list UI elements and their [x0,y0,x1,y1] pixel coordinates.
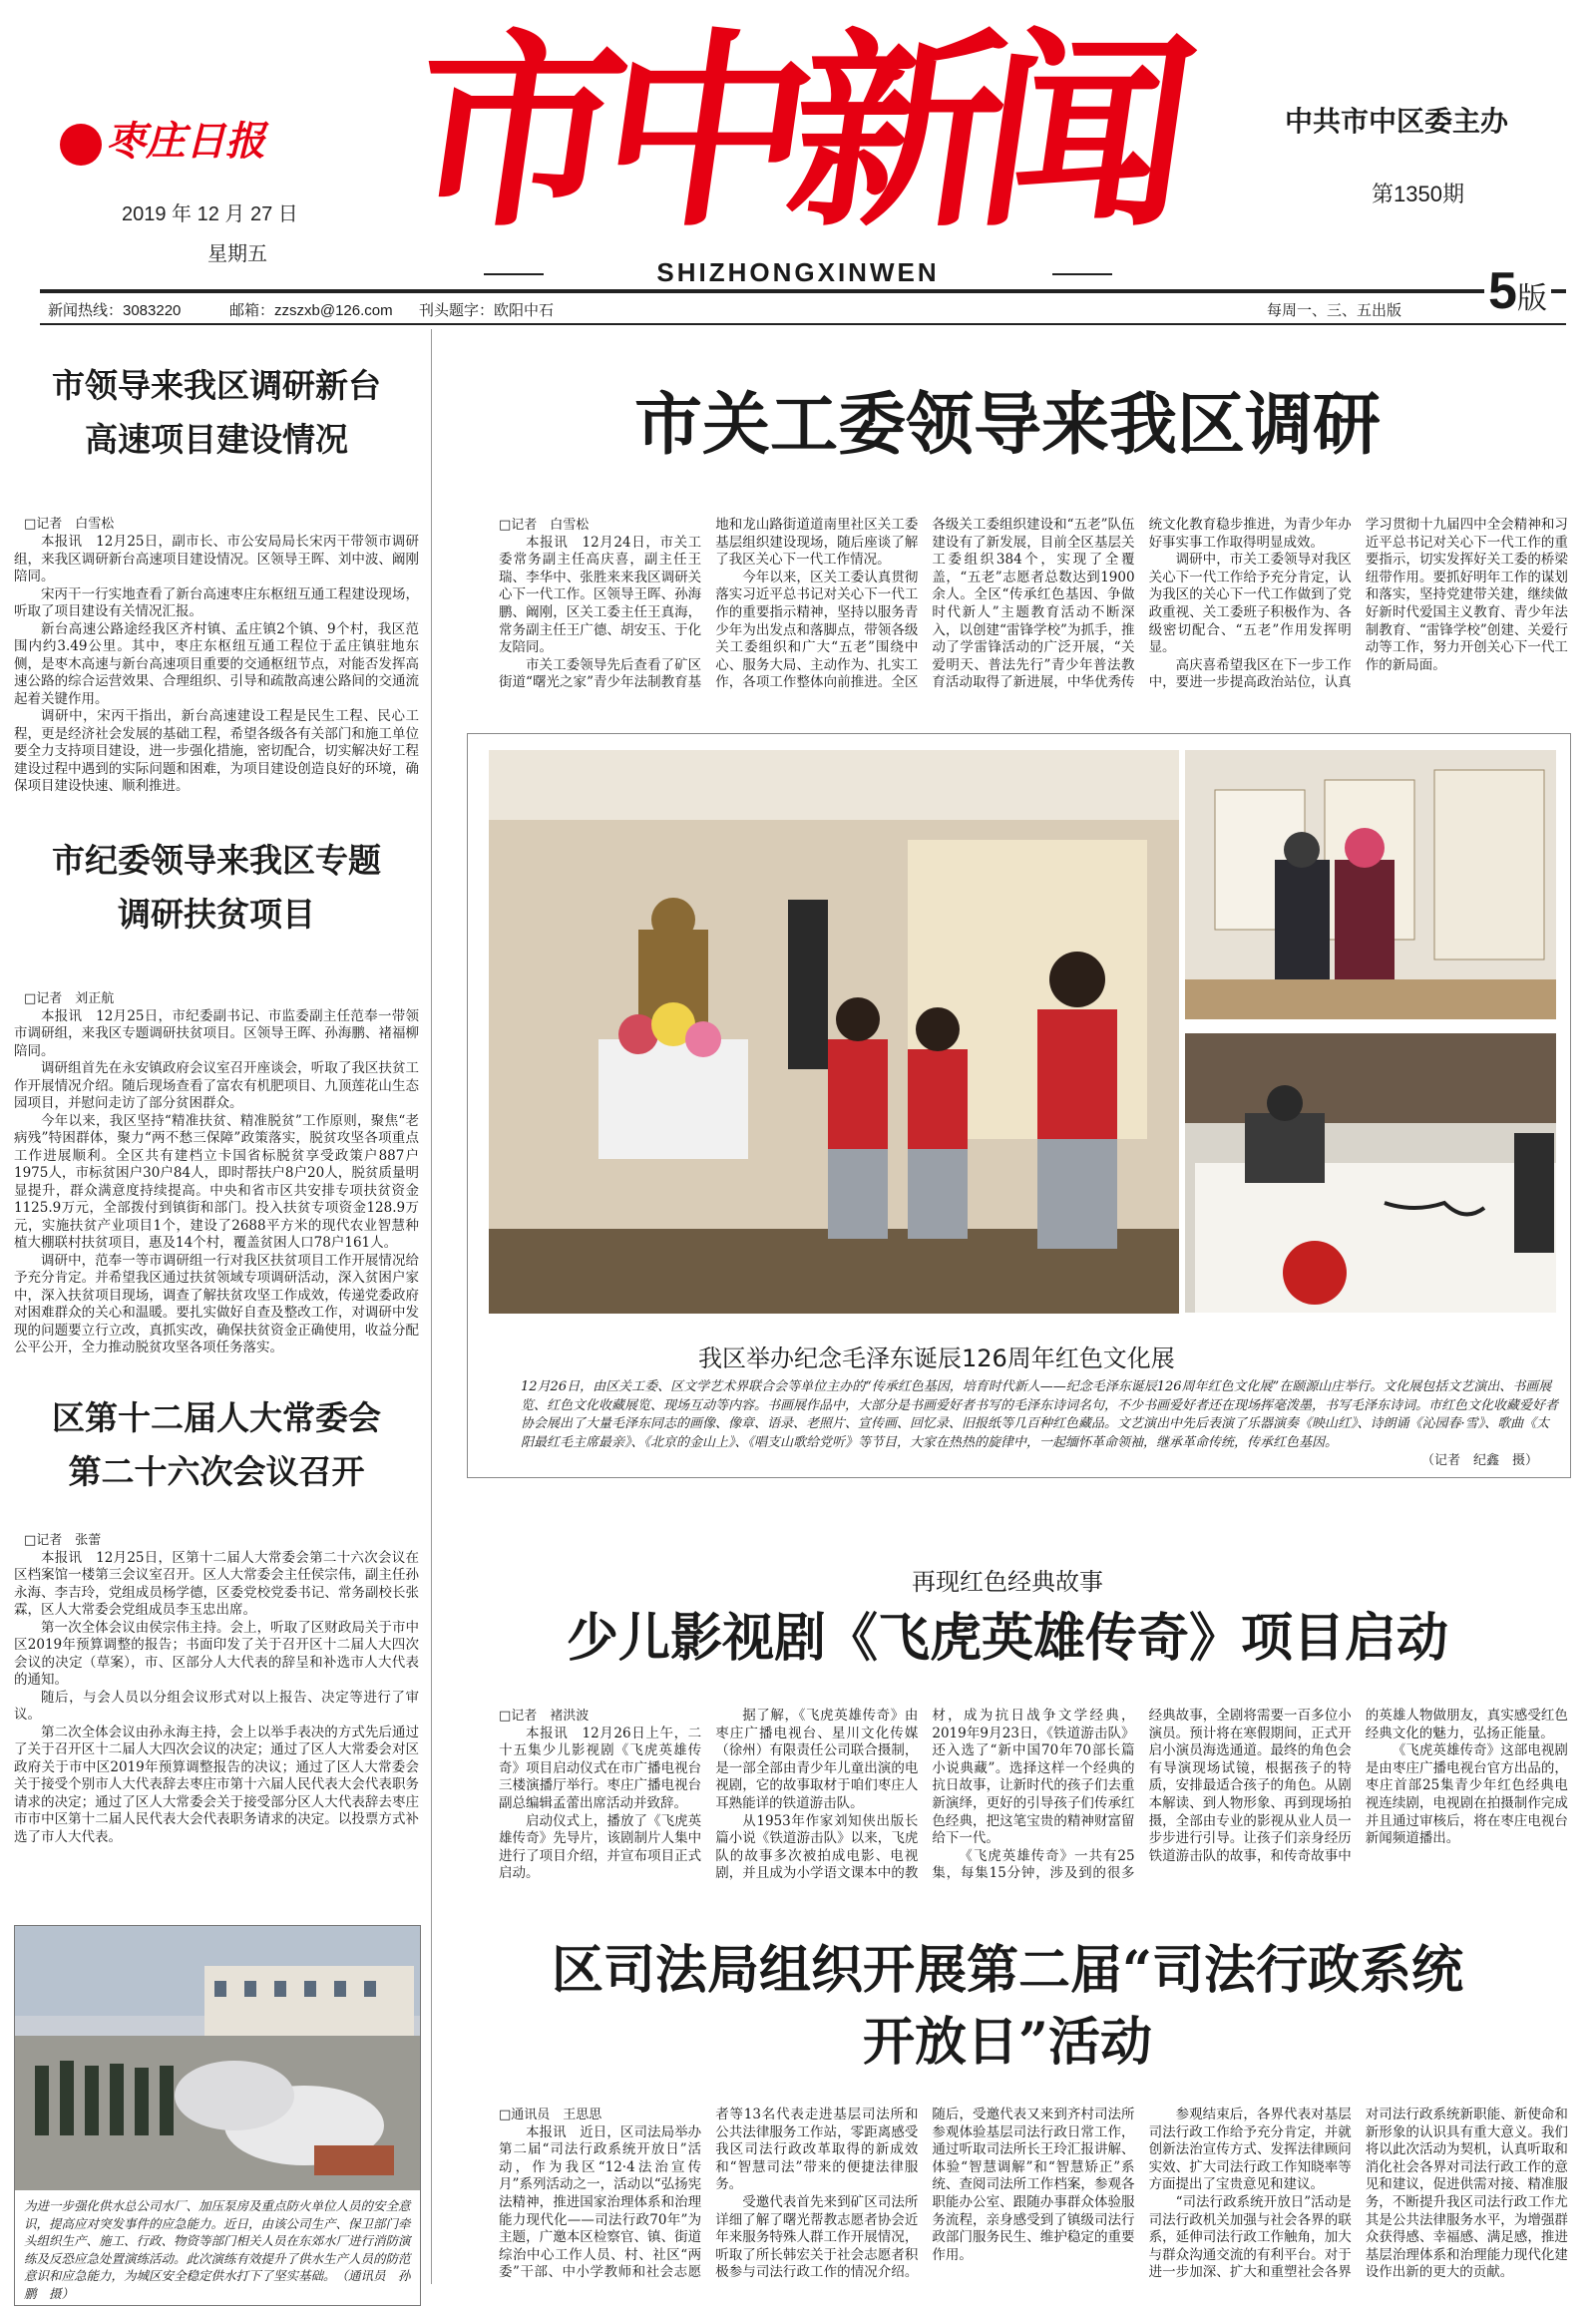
film-article-body [499,1708,1568,1887]
photo-story-caption [521,1378,1558,1471]
page-unit: 版 [1516,282,1547,315]
hotline: 新闻热线：3083220 [48,302,182,319]
paragraph: 启动仪式上，播放了《飞虎英雄传奇》先导片，该剧制片人集中进行了项目介绍，并宣布项目正式启动。 [499,1812,702,1882]
justice-headline [449,1935,1566,2079]
article-byline: □记者 白雪松 [24,517,115,532]
paragraph: 据了解，《飞虎英雄传奇》由枣庄广播电视台、星川文化传媒（徐州）有限责任公司联合摄制，是一部全部由青少年儿童出演的电视剧，它的故事取材于咱们枣庄人耳熟能详的铁道游击队。 [715,1708,919,1811]
film-kicker: 再现红色经典故事 [912,1568,1103,1596]
title-inscription: 刊头题字：欧阳中石 [419,302,555,319]
fire-drill-image [15,1926,420,2190]
paragraph: 第二次全体会议由孙永海主持，会上以举手表决的方式先后通过了关于召开区十二届人大四次会议的决定；通过了区人大常委会对区政府关于市中区2019年预算调整报告的决议；通过了区人大常委会关于接受个别市人大代表辞去枣庄市第十六届人民代表大会代表职务请求的决定；通过了区人大常委会关于接受部分区人大代表辞去枣庄市市中区第十二届人民代表大会代表职务请求的决定。以投票方式补选了市人大代表。 [14,1724,419,1845]
paragraph: 调研中，范奉一等市调研组一行对我区扶贫项目工作开展情况给予充分肯定。并希望我区通过扶贫领域专项调研活动，深入贫困户家中，深入扶贫项目现场，调查了解扶贫攻坚工作成效，传递党委政府对困难群众的关心和温暖。要扎实做好自查及整改工作，对调研中发现的问题要立行立改，真抓实改，确保扶贫资金正确使用，收益分配公平公开，全力推动脱贫攻坚各项任务落实。 [14,1252,419,1355]
paper-name: 枣庄日报 [106,118,265,165]
calligraphy-photo [1185,1033,1556,1313]
paper-logo-icon [60,124,102,166]
paragraph: 新台高速公路途经我区齐村镇、孟庄镇2个镇、9个村，我区范围内约3.49公里。其中，枣庄东枢纽互通工程位于孟庄镇驻地东侧，是枣木高速与新台高速项目重要的交通枢纽节点，对能否发挥高速公路的综合运营效果、合理组织、引导和疏散高速公路间的交通流起着关键作用。 [14,620,419,707]
issue-number: 第1350期 [1372,182,1464,206]
page-number [1484,261,1551,321]
article-byline: □记者 白雪松 [499,518,590,533]
justice-article-body [499,2107,1568,2306]
article-title: 区第十二届人大常委会第二十六次会议召开 [52,1397,381,1491]
article-title: 市纪委领导来我区专题调研扶贫项目 [52,840,381,934]
students-salute-image [489,750,1179,1314]
paragraph: 今年以来，区关工委认真贯彻落实习近平总书记对关心下一代工作的重要指示精神，坚持以服务青少年为出发点和落脚点，带领各级关工委组织和广大“五老”围绕中心、服务大局、主动作为、扎实工作，各项工作整体向前推进。全区各级关工委组织建设和“五老”队伍建设有了新发展，目前全区基层关工委组织384个，实现了全覆盖，“五老”志愿者总数达到1900余人。全区“传承红色基因、争做时代新人”主题教育活动不断深入，以创建“雷锋学校”为抓手，推动了学雷锋活动的广泛开展，“关爱明天、普法先行”青少年普法教育活动取得了新进展，中华优秀传统文化教育稳步推进，为青少年办好事实事工作取得明显成效。 [715,517,1352,691]
fire-drill-caption: 为进一步强化供水总公司水厂、加压泵房及重点防火单位人员的安全意识，提高应对突发事件的应急能力。近日，由该公司生产、保卫部门牵头组织生产、施工、行政、物资等部门相关人员在东郊水厂进行消防演练及反恐应急处置演练活动。此次演练有效提升了供水生产人员的防范意识和应急能力，为城区安全稳定供水打下了坚实基础。 （通讯员 孙鹏 摄） [24,2198,411,2301]
info-bar [40,289,1566,325]
paragraph: 本报讯 12月25日，区第十二届人大常委会第二十六次会议在区档案馆一楼第三会议室召开。区人大常委会主任侯宗伟，副主任孙永海、李吉玲，党组成员杨学德，区委党校党委书记、常务副校长张霖，区人大常委会党组成员李玉忠出席。 [14,1549,419,1618]
paragraph: “司法行政系统开放日”活动是司法行政机关加强与社会各界的联系，延伸司法行政工作触角，加大与群众沟通交流的有利平台。对于进一步加深、扩大和重塑社会各界对司法行政系统新职能、新使命和新形象的认识具有重大意义。我们将以此次活动为契机，认真听取和消化社会各界对司法行政工作的意见和建议，促进供需对接、精准服务，不断提升我区司法行政工作尤其是公共法律服务水平，为增强群众获得感、幸福感、满足感，推进基层治理体系和治理能力现代化建设作出新的更大的贡献。 [1148,2107,1568,2281]
paragraph: 调研中，宋丙干指出，新台高速建设工程是民生工程、民心工程，更是经济社会发展的基础工程，希望各级各有关部门和施工单位要全力支持项目建设，进一步强化措施，密切配合，切实解决好工程建设过程中遇到的实际问题和困难，为项目建设创造良好的环境，确保项目建设快速、顺利推进。 [14,708,419,794]
paragraph: 受邀代表首先来到矿区司法所详细了解了曙光帮教志愿者协会近年来服务特殊人群工作开展情况，听取了所长韩宏关于社会志愿者积极参与司法行政工作的情况介绍。随后，受邀代表又来到齐村司法所参观体验基层司法行政日常工作，通过听取司法所长王玲汇报讲解、体验“智慧调解”和“智慧矫正”系统、查阅司法所工作档案，参观各职能办公室、跟随办事群众体验服务流程，亲身感受到了镇级司法行政部门服务民生、维护稳定的重要作用。 [715,2107,1135,2281]
exhibition-viewers-image [1185,750,1556,1019]
paragraph: 随后，与会人员以分组会议形式对以上报告、决定等进行了审议。 [14,1689,419,1723]
paragraph: 调研组首先在永安镇政府会议室召开座谈会，听取了我区扶贫工作开展情况介绍。随后现场查看了富农有机肥项目、九顶莲花山生态园项目，并慰问走访了部分贫困群众。 [14,1060,419,1111]
justice-headline-line2: 开放日”活动 [863,2012,1152,2073]
paper-logo [60,110,265,167]
main-article-body [499,517,1568,726]
paragraph: 本报讯 近日，区司法局举办第二届“司法行政系统开放日”活动，作为我区“12·4法治宣传月”系列活动之一，活动以“弘扬宪法精神，推进国家治理体系和治理能力现代化——司法行政70年”为主题，广邀本区检察官、镇、街道综治中心工作人员、村、社区“两委”干部、中小学教师和社会志愿者等13名代表走进基层司法所和公共法律服务工作站，零距离感受我区司法行政改革取得的新成效和“智慧司法”带来的便捷法律服务。 [499,2107,919,2281]
paragraph: 本报讯 12月26日上午，二十五集少儿影视剧《飞虎英雄传奇》项目启动仪式在市广播电视台三楼演播厅举行。枣庄广播电视台副总编辑孟蕾出席活动并致辞。 [499,1725,702,1811]
column-divider [431,329,432,2284]
film-headline: 少儿影视剧《飞虎英雄传奇》项目启动 [566,1608,1448,1669]
paragraph: 第一次全体会议由侯宗伟主持。会上，听取了区财政局关于市中区2019年预算调整的报告；书面印发了关于召开区十二届人大四次会议的决定（草案），市、区部分人大代表的辞呈和补选市人大代表的通知。 [14,1619,419,1688]
article-body [14,1008,419,1357]
paragraph: 本报讯 12月25日，市纪委副书记、市监委副主任范奉一带领市调研组，来我区专题调研扶贫项目。区领导王晖、孙海鹏、褚福柳陪同。 [14,1007,419,1059]
paragraph: 《飞虎英雄传奇》一共有25集，每集15分钟，涉及到的很多经典故事，全剧将需要一百多位小演员。预计将在寒假期间，正式开启小演员海选通道。最终的角色会有导演现场试镜，根据孩子的特质，安排最适合孩子的角色。从剧本解读、到人物形象、再到现场拍摄，全部由专业的影视从业人员一步步进行引导。让孩子们亲身经历铁道游击队的故事，和传奇故事中的英雄人物做朋友，真实感受红色经典文化的魅力，弘扬正能量。 [932,1708,1568,1882]
sponsor: 中共市中区委主办 [1285,105,1509,138]
article-body [14,1550,419,1847]
article-byline: □记者 褚洪波 [499,1709,590,1724]
article-body [14,534,419,796]
schedule: 每周一、三、五出版 [1267,302,1402,319]
photo-story-title: 我区举办纪念毛泽东诞辰126周年红色文化展 [698,1345,1175,1372]
exhibition-viewers-photo [1185,750,1556,1019]
issue-weekday: 星期五 [207,243,267,265]
left-column [14,329,419,1846]
paragraph: 调研中，市关工委领导对我区关心下一代工作给予充分肯定，认为我区的关心下一代工作做到了党政重视、关工委班子积极作为、各级密切配合、“五老”作用发挥明显。 [1148,552,1352,656]
caption-text: 12月26日，由区关工委、区文学艺术界联合会等单位主办的“传承红色基因，培育时代新人——纪念毛泽东诞辰126周年红色文化展”在颐源山庄举行。文化展包括文艺演出、书画展览、红色文化收藏展览、现场互动等内容。书画展作品中，大部分是书画爱好者书写的毛泽东诗词名句，不少书画爱好者还在现场挥毫泼墨，书写毛泽东诗词。市红色文化收藏爱好者协会展出了大量毛泽东同志的画像、像章、语录、老照片、宣传画、回忆录、旧报纸等几百种红色藏品。文艺演出中先后表演了乐器演奏《映山红》、诗朗诵《沁园春·雪》、歌曲《太阳最红毛主席最亲》、《北京的金山上》、《唱支山歌给党听》等节目，大家在热热的旋律中，一起缅怀革命领袖，继承革命传统，传承红色基因。 [521,1379,1559,1450]
students-salute-photo [489,750,1179,1314]
masthead-pinyin: SHIZHONGXINWEN [494,257,1102,288]
main-headline: 市关工委领导来我区调研 [633,386,1381,465]
paragraph: 本报讯 12月25日，副市长、市公安局局长宋丙干带领市调研组，来我区调研新台高速项目建设情况。区领导王晖、刘中波、阚刚陪同。 [14,534,419,584]
article-byline: □记者 刘正航 [24,990,115,1006]
paragraph: 高庆喜希望我区在下一步工作中，要进一步提高政治站位，认真学习贯彻十九届四中全会精神和习近平总书记对关心下一代工作的重要指示，切实发挥好关工委的桥梁纽带作用。要抓好明年工作的谋划和落实，坚持党建带关建，继续做好新时代爱国主义教育、青少年法制教育、“雷锋学校”创建、关爱行动等工作，努力开创关心下一代工作的新局面。 [1148,517,1568,691]
paragraph: 参观结束后，各界代表对基层司法行政工作给予充分肯定，并就创新法治宣传方式、发挥法律顾问实效、扩大司法行政工作知晓率等方面提出了宝贵意见和建议。 [1148,2107,1352,2193]
photo-credit: （记者 纪鑫 摄） [1420,1453,1538,1468]
issue-date: 2019 年 12 月 27 日 [122,203,298,225]
masthead-title: 市中新闻 [396,9,1190,255]
paragraph: 今年以来，我区坚持“精准扶贫、精准脱贫”工作原则，聚焦“老病残”特困群体，聚力“两不愁三保障”政策落实，脱贫攻坚各项重点工作进展顺利。全区共有建档立卡国省标脱贫享受政策户887户1975人，市标贫困户30户84人，即时帮扶户8户20人，脱贫质量明显提升，群众满意度持续提高。中央和省市区共安排专项扶贫资金1125.9万元，全部拨付到镇街和部门。投入扶贫专项资金128.9万元，实施扶贫产业项目1个，建设了2688平方米的现代农业智慧种植大棚联村扶贫项目，惠及14个村，覆盖贫困人口78户161人。 [14,1112,419,1251]
page-number-value: 5 [1488,262,1517,320]
article-byline: □通讯员 王思思 [499,2108,602,2122]
article-byline: □记者 张蕾 [24,1532,102,1548]
paragraph: 《飞虎英雄传奇》这部电视剧是由枣庄广播电视台官方出品的，枣庄首部25集青少年红色经典电视连续剧，电视剧在拍摄制作完成并且通过审核后，将在枣庄电视台新闻频道播出。 [1365,1742,1568,1847]
calligraphy-image [1185,1033,1556,1313]
article-title: 市领导来我区调研新台高速项目建设情况 [52,366,381,459]
paragraph: 宋丙干一行实地查看了新台高速枣庄东枢纽互通工程建设现场，听取了项目建设有关情况汇报。 [14,585,419,619]
justice-headline-line1: 区司法局组织开展第二届“司法行政系统 [552,1940,1463,2001]
paragraph: 从1953年作家刘知侠出版长篇小说《铁道游击队》以来，飞虎队的故事多次被拍成电影、电视剧，并且成为小学语文课本中的教材，成为抗日战争文学经典，2019年9月23日，《铁道游击队》还入选了“新中国70年70部长篇小说典藏”。选择这样一个经典的抗日故事，让新时代的孩子们去重新演绎，更好的引导孩子们传承红色经典，把这笔宝贵的精神财富留给下一代。 [715,1708,1135,1882]
paragraph: 市关工委领导先后查看了矿区街道“曙光之家”青少年法制教育基地和龙山路街道道南里社区关工委基层组织建设现场，随后座谈了解了我区关心下一代工作情况。 [499,517,919,691]
email: 邮箱：zzszxb@126.com [229,302,393,319]
paragraph: 本报讯 12月24日，市关工委常务副主任高庆喜，副主任王瑞、李华中、张胜来来我区调研关心下一代工作。区领导王晖、孙海鹏、阚刚，区关工委主任王真海，常务副主任王广德、胡安玉、于化友陪同。 [499,534,702,656]
